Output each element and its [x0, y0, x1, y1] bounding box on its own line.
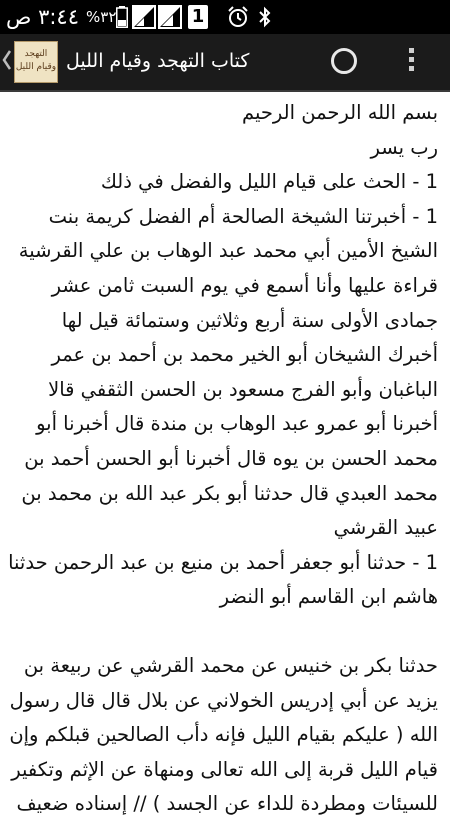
paragraph: 1 - حدثنا أبو جعفر أحمد بن منيع بن عبد الرحمن حدثنا هاشم ابن القاسم أبو النضر — [8, 550, 438, 609]
chapter-heading: 1 - الحث على قيام الليل والفضل في ذلك — [100, 170, 438, 194]
battery-icon — [116, 6, 128, 28]
sim-icon: 1 — [188, 5, 208, 29]
signal-icon — [132, 5, 156, 29]
overflow-menu-icon[interactable] — [406, 48, 416, 76]
app-title: كتاب التهجد وقيام الليل — [66, 50, 250, 72]
loading-spinner-icon — [331, 48, 357, 74]
app-logo-icon[interactable] — [14, 41, 58, 83]
paragraph: حدثنا بكر بن خنيس عن محمد القرشي عن ربيعة بن يزيد عن أبي إدريس الخولاني عن بلال قال قال رسول الله ( عليكم بقيام الليل فإنه دأب الصالحين قبلكم وإن قيام الليل قربة إلى الله تعالى ومنهاة عن الإثم وتكفير للسيئات ومطردة للداء عن الجسد ) // إسناده ضعيف — [9, 653, 438, 816]
alarm-icon — [226, 5, 250, 29]
battery-percent: %٣٢ — [86, 8, 117, 26]
text-line: رب يسر — [370, 135, 438, 159]
signal-icon — [158, 5, 182, 29]
action-bar — [0, 34, 450, 92]
app-logo-line1: التهجد — [24, 49, 48, 59]
book-text — [0, 92, 450, 822]
status-bar — [0, 0, 450, 34]
basmala-line: بسم الله الرحمن الرحيم — [242, 101, 438, 124]
bluetooth-icon — [256, 5, 274, 29]
book-content — [0, 92, 450, 816]
status-time: ٣:٤٤ ص — [6, 5, 79, 29]
paragraph: 1 - أخبرتنا الشيخة الصالحة أم الفضل كريمة بنت الشيخ الأمين أبي محمد عبد الوهاب بن علي القرشية قراءة عليها وأنا أسمع في يوم السبت ثامن عشر جمادى الأولى سنة أربع وثلاثين وستمائة قيل لها أخبرك الشيخان أبو الخير محمد بن أحمد بن عمر الباغبان وأبو الفرج مسعود بن الحسن الثقفي قالا أخبرنا أبو عمرو عبد الوهاب بن مندة قال أخبرنا أبو محمد الحسن بن يوه قال أخبرنا أبو الحسن أحمد بن محمد العبدي قال حدثنا أبو بكر عبد الله بن محمد بن عبيد القرشي — [18, 204, 438, 540]
back-caret-icon[interactable] — [2, 48, 12, 72]
app-logo-line2: وقيام الليل — [15, 62, 57, 72]
paragraph-gap — [8, 615, 438, 649]
